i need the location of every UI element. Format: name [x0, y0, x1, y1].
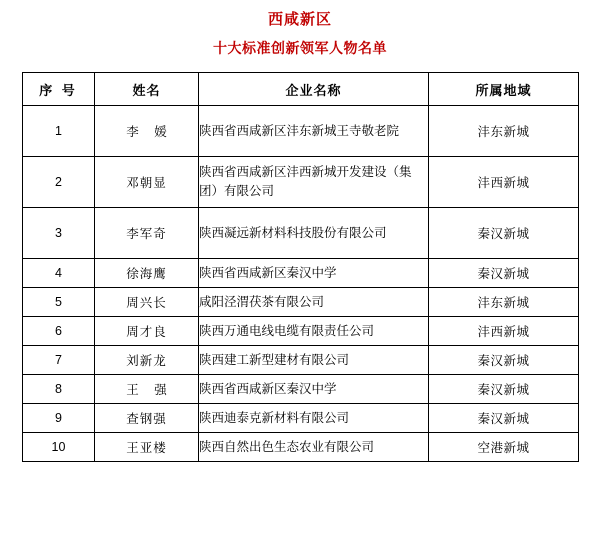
cell-company: 陕西省西咸新区秦汉中学	[199, 375, 429, 404]
cell-region: 秦汉新城	[429, 208, 579, 259]
cell-name: 李 媛	[95, 106, 199, 157]
table-header-row	[23, 73, 579, 106]
cell-region: 秦汉新城	[429, 375, 579, 404]
cell-index: 3	[23, 208, 95, 259]
table-row	[23, 346, 579, 375]
cell-region: 沣东新城	[429, 288, 579, 317]
roster-table-container	[22, 72, 578, 462]
table-row	[23, 208, 579, 259]
cell-company: 陕西凝远新材料科技股份有限公司	[199, 208, 429, 259]
cell-region: 秦汉新城	[429, 259, 579, 288]
table-row	[23, 106, 579, 157]
table-row	[23, 375, 579, 404]
cell-name: 邓朝显	[95, 157, 199, 208]
cell-index: 1	[23, 106, 95, 157]
cell-index: 8	[23, 375, 95, 404]
cell-index: 7	[23, 346, 95, 375]
cell-company: 咸阳泾渭茯茶有限公司	[199, 288, 429, 317]
cell-company: 陕西省西咸新区沣东新城王寺敬老院	[199, 106, 429, 157]
table-row	[23, 288, 579, 317]
document-page	[0, 8, 600, 535]
cell-name: 王 强	[95, 375, 199, 404]
cell-company: 陕西省西咸新区沣西新城开发建设（集团）有限公司	[199, 157, 429, 208]
cell-name: 王亚楼	[95, 433, 199, 462]
column-header-region: 所属地域	[429, 73, 579, 106]
table-header	[23, 73, 579, 106]
cell-company: 陕西建工新型建材有限公司	[199, 346, 429, 375]
column-header-name: 姓名	[95, 73, 199, 106]
cell-company: 陕西自然出色生态农业有限公司	[199, 433, 429, 462]
cell-name: 查钢强	[95, 404, 199, 433]
roster-table	[22, 72, 579, 462]
cell-name: 刘新龙	[95, 346, 199, 375]
cell-name: 李军奇	[95, 208, 199, 259]
cell-region: 沣西新城	[429, 317, 579, 346]
cell-region: 秦汉新城	[429, 346, 579, 375]
cell-name: 周兴长	[95, 288, 199, 317]
cell-company: 陕西省西咸新区秦汉中学	[199, 259, 429, 288]
table-row	[23, 317, 579, 346]
cell-index: 5	[23, 288, 95, 317]
document-subtitle: 十大标准创新领军人物名单	[213, 40, 387, 56]
table-row	[23, 433, 579, 462]
column-header-company: 企业名称	[199, 73, 429, 106]
cell-name: 徐海鹰	[95, 259, 199, 288]
cell-index: 9	[23, 404, 95, 433]
table-row	[23, 157, 579, 208]
cell-index: 10	[23, 433, 95, 462]
cell-company: 陕西迪泰克新材料有限公司	[199, 404, 429, 433]
document-title: 西咸新区	[267, 11, 332, 28]
table-body	[23, 106, 579, 462]
cell-index: 4	[23, 259, 95, 288]
cell-index: 6	[23, 317, 95, 346]
cell-region: 沣东新城	[429, 106, 579, 157]
column-header-index: 序 号	[23, 73, 95, 106]
table-row	[23, 404, 579, 433]
cell-company: 陕西万通电线电缆有限责任公司	[199, 317, 429, 346]
cell-region: 秦汉新城	[429, 404, 579, 433]
cell-index: 2	[23, 157, 95, 208]
table-row	[23, 259, 579, 288]
cell-region: 空港新城	[429, 433, 579, 462]
cell-name: 周才良	[95, 317, 199, 346]
cell-region: 沣西新城	[429, 157, 579, 208]
